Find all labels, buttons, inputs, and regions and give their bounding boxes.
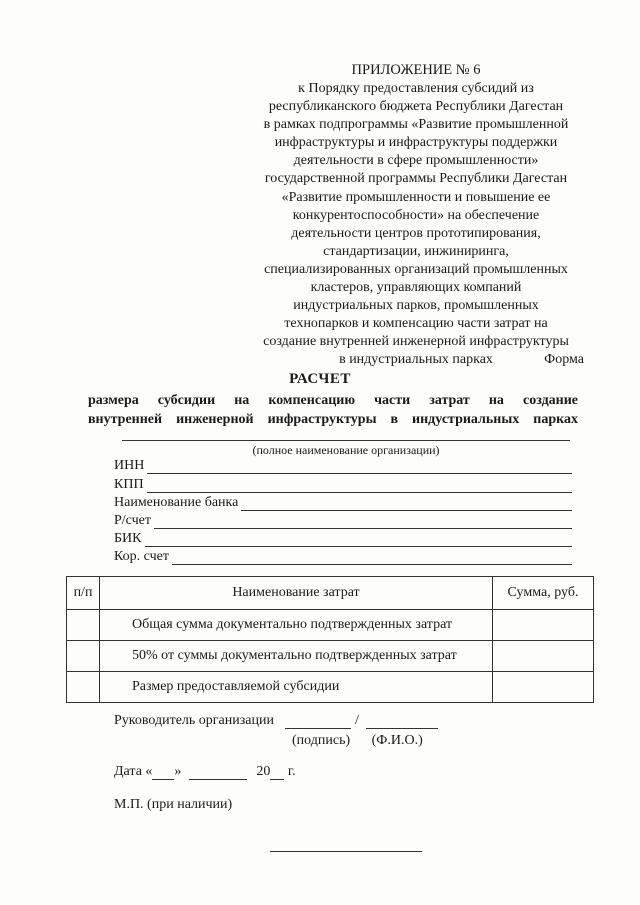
inn-field[interactable] bbox=[114, 456, 572, 474]
header-number: п/п bbox=[67, 577, 100, 610]
year-prefix: 20 bbox=[256, 764, 271, 779]
row-amount-cell[interactable] bbox=[493, 610, 594, 641]
name-caption: (Ф.И.О.) bbox=[371, 733, 423, 748]
appendix-text bbox=[240, 80, 592, 370]
appendix-line: создание внутренней инженерной инфраструктуры bbox=[263, 334, 569, 350]
header-amount: Сумма, руб. bbox=[493, 577, 594, 610]
inn-blank[interactable] bbox=[147, 459, 572, 474]
org-name-caption: (полное наименование организации) bbox=[252, 443, 440, 457]
row-number-cell[interactable] bbox=[67, 610, 100, 641]
date-label: Дата « bbox=[114, 764, 153, 779]
org-name-line[interactable] bbox=[122, 440, 570, 441]
appendix-line: специализированных организаций промышленных bbox=[264, 261, 568, 277]
inn-label: ИНН bbox=[114, 458, 145, 473]
appendix-line: кластеров, управляющих компаний bbox=[310, 280, 522, 296]
signature-row bbox=[114, 713, 438, 729]
row-cost-name: Размер предоставляемой субсидии bbox=[100, 672, 493, 703]
bik-label: БИК bbox=[114, 531, 142, 546]
bank-blank[interactable] bbox=[241, 496, 572, 511]
signature-separator: / bbox=[354, 713, 359, 728]
signature-captions bbox=[292, 733, 423, 749]
kpp-field[interactable] bbox=[114, 475, 572, 493]
appendix-line: государственной программы Республики Дагестан bbox=[264, 171, 568, 187]
appendix-line: деятельности в сфере промышленности» bbox=[293, 153, 539, 169]
appendix-title: ПРИЛОЖЕНИЕ № 6 bbox=[351, 62, 481, 78]
table-row bbox=[67, 610, 594, 641]
bottom-signature-line[interactable] bbox=[270, 851, 422, 852]
corr-account-field[interactable] bbox=[114, 547, 572, 565]
signature-caption: (подпись) bbox=[292, 733, 351, 748]
appendix-line: к Порядку предоставления субсидий из bbox=[298, 81, 534, 96]
month-blank[interactable] bbox=[189, 764, 247, 780]
appendix-line: конкурентоспособности» на обеспечение bbox=[292, 207, 540, 223]
calc-subtitle-line: размера субсидии на компенсацию части затрат на создание bbox=[88, 393, 578, 408]
form-label: Форма bbox=[544, 352, 584, 367]
row-number-cell[interactable] bbox=[67, 641, 100, 672]
header-cost-name: Наименование затрат bbox=[100, 577, 493, 610]
account-label: Р/счет bbox=[114, 513, 151, 528]
bik-field[interactable] bbox=[114, 529, 572, 547]
corr-account-blank[interactable] bbox=[172, 550, 572, 565]
account-field[interactable] bbox=[114, 511, 572, 529]
row-cost-name: 50% от суммы документально подтвержденных затрат bbox=[100, 641, 493, 672]
calc-title: РАСЧЕТ bbox=[289, 371, 351, 387]
appendix-line: республиканского бюджета Республики Дагестан bbox=[268, 99, 564, 115]
appendix-line: технопарков и компенсацию части затрат на bbox=[284, 316, 548, 332]
row-cost-name: Общая сумма документально подтвержденных затрат bbox=[100, 610, 493, 641]
day-blank[interactable] bbox=[152, 764, 174, 780]
appendix-line: деятельности центров прототипирования, bbox=[291, 225, 541, 241]
appendix-line: в индустриальных парках bbox=[339, 352, 493, 368]
table-header-row bbox=[67, 577, 594, 610]
table-row bbox=[67, 641, 594, 672]
year-suffix: г. bbox=[287, 764, 296, 779]
bank-label: Наименование банка bbox=[114, 495, 239, 510]
appendix-line: инфраструктуры и инфраструктуры поддержки bbox=[274, 135, 558, 151]
signature-label: Руководитель организации bbox=[114, 713, 274, 728]
year-blank[interactable] bbox=[270, 764, 284, 780]
bank-field[interactable] bbox=[114, 493, 572, 511]
date-row bbox=[114, 764, 296, 780]
row-amount-cell[interactable] bbox=[493, 641, 594, 672]
row-number-cell[interactable] bbox=[67, 672, 100, 703]
account-blank[interactable] bbox=[154, 514, 572, 529]
calc-subtitle bbox=[88, 391, 578, 429]
corr-account-label: Кор. счет bbox=[114, 549, 169, 564]
signature-blank[interactable] bbox=[285, 713, 351, 729]
appendix-line: «Развитие промышленности и повышение ее bbox=[281, 189, 551, 205]
appendix-line: стандартизации, инжиниринга, bbox=[323, 243, 509, 259]
row-amount-cell[interactable] bbox=[493, 672, 594, 703]
kpp-blank[interactable] bbox=[147, 478, 572, 493]
name-blank[interactable] bbox=[366, 713, 438, 729]
date-quote-close: » bbox=[174, 764, 182, 779]
bik-blank[interactable] bbox=[145, 532, 573, 547]
appendix-line: индустриальных парков, промышленных bbox=[293, 298, 539, 314]
table-row bbox=[67, 672, 594, 703]
kpp-label: КПП bbox=[114, 477, 144, 492]
costs-table bbox=[66, 576, 594, 703]
calc-subtitle-line: внутренней инженерной инфраструктуры в индустриальных парках bbox=[88, 412, 578, 427]
appendix-line: в рамках подпрограммы «Развитие промышленной bbox=[263, 117, 569, 133]
stamp-label: М.П. (при наличии) bbox=[114, 797, 233, 812]
